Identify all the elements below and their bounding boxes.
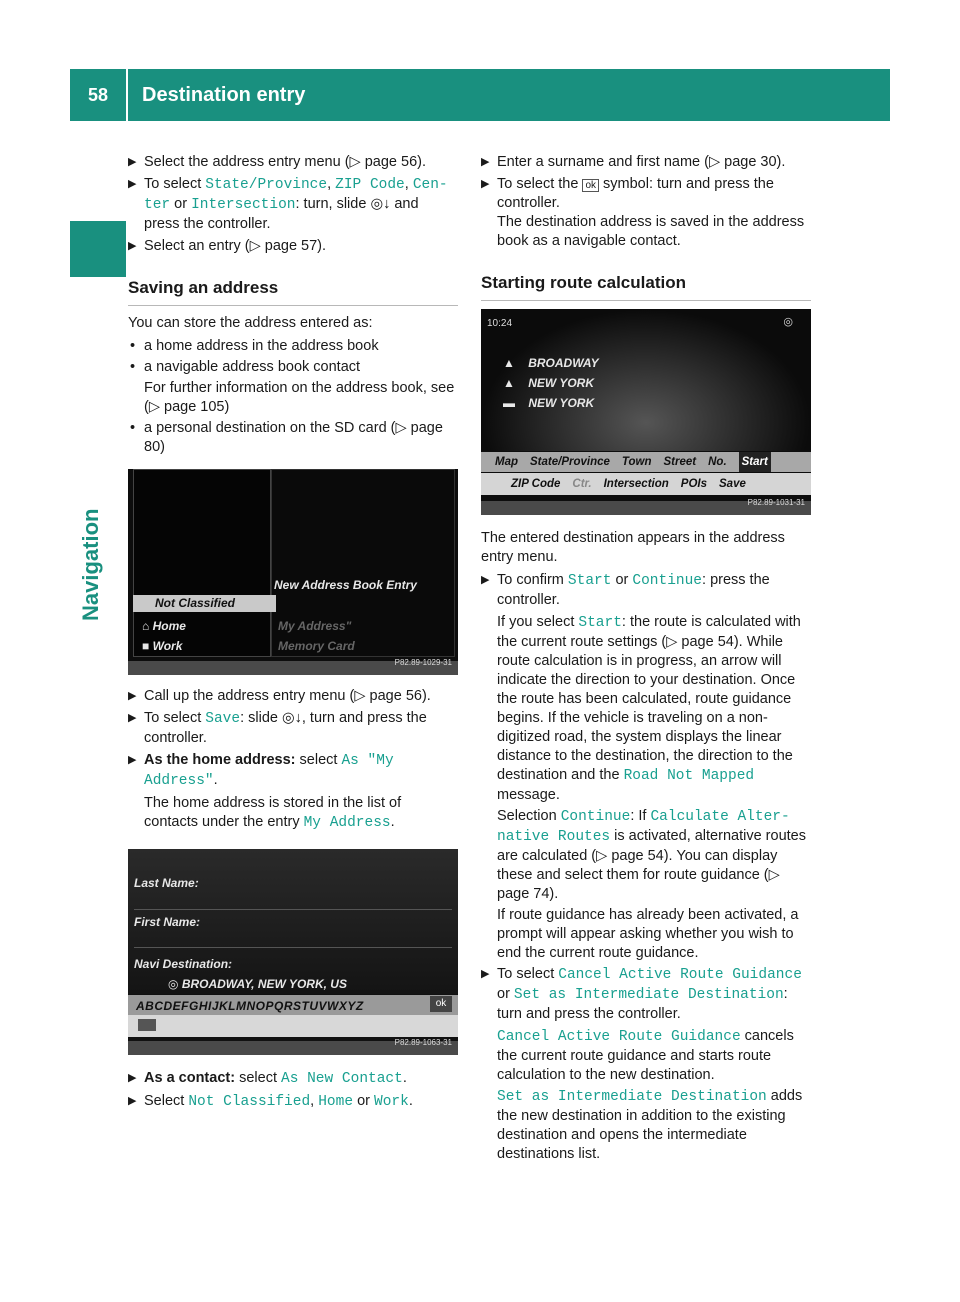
menu-zip-code[interactable]: ZIP Code bbox=[511, 478, 561, 490]
last-name-field[interactable] bbox=[134, 893, 452, 910]
sidebar bbox=[70, 121, 126, 1221]
sidebar-section-label: Navigation bbox=[78, 508, 103, 621]
address-row: ▬ NEW YORK bbox=[503, 396, 595, 410]
step-item: ▶ To select the ok symbol: turn and press the controller. The destination address is saved in the address book as a navigable contact. bbox=[481, 176, 805, 249]
step-item: ▶ To select Save: slide ◎↓, turn and press the controller. bbox=[128, 710, 427, 746]
navi-destination-label: Navi Destination: bbox=[134, 957, 233, 971]
menu-start[interactable]: Start bbox=[739, 452, 771, 472]
compass-icon: ◎ bbox=[783, 316, 793, 328]
address-row: ▲ BROADWAY bbox=[503, 356, 599, 370]
navi-destination-value: ◎ BROADWAY, NEW YORK, US bbox=[168, 977, 347, 991]
work-item[interactable]: ■ Work bbox=[142, 639, 183, 653]
clock: 10:24 bbox=[487, 318, 513, 329]
step-note: If route guidance has already been activated, a prompt will appear asking whether you wish to end the current route guidance. bbox=[497, 907, 799, 961]
home-item[interactable]: ⌂ Home bbox=[142, 619, 186, 633]
step-item: ▶ Select Not Classified, Home or Work. bbox=[128, 1093, 413, 1110]
bullet-note: For further information on the address book, see (▷ page 105) bbox=[144, 380, 455, 415]
step-item: ▶ Enter a surname and first name (▷ page 30). bbox=[481, 154, 786, 170]
ok-symbol-icon: ok bbox=[582, 179, 599, 192]
last-name-label: Last Name: bbox=[134, 876, 199, 890]
figure-reference: P82.89-1029-31 bbox=[394, 658, 452, 667]
bullet-item: • a home address in the address book bbox=[130, 338, 379, 354]
menu-map[interactable]: Map bbox=[495, 456, 518, 468]
page-number: 58 bbox=[87, 85, 109, 105]
menu-center: Ctr. bbox=[572, 478, 592, 490]
bullet-item: • a navigable address book contact bbox=[130, 359, 361, 375]
not-classified-item[interactable]: Not Classified bbox=[133, 595, 276, 612]
back-icon[interactable] bbox=[138, 1019, 156, 1031]
screenshot-new-contact bbox=[128, 849, 458, 1055]
menu-intersection[interactable]: Intersection bbox=[603, 478, 669, 490]
menu-town[interactable]: Town bbox=[621, 456, 652, 468]
step-item: ▶ As the home address: select As "My Address". bbox=[128, 752, 394, 789]
first-name-label: First Name: bbox=[134, 915, 201, 929]
step-item: ▶ To select Cancel Active Route Guidance or Set as Intermediate Destination: turn and press the controller. bbox=[481, 966, 802, 1022]
menu-save[interactable]: Save bbox=[719, 478, 746, 490]
figure-reference: P82.89-1031-31 bbox=[747, 498, 805, 507]
paragraph: The entered destination appears in the address entry menu. bbox=[481, 530, 785, 565]
step-item: ▶ Call up the address entry menu (▷ page 56). bbox=[128, 688, 431, 704]
step-item: ▶ Select the address entry menu (▷ page 56). bbox=[128, 154, 426, 170]
step-note: The home address is stored in the list of contacts under the entry My Address. bbox=[144, 795, 402, 831]
screenshot-address-book bbox=[128, 469, 458, 675]
menu-number[interactable]: No. bbox=[708, 456, 727, 468]
memory-card-item: Memory Card bbox=[278, 639, 355, 653]
menu-pois[interactable]: POIs bbox=[680, 478, 707, 490]
page-title: Destination entry bbox=[142, 84, 306, 106]
first-name-field[interactable] bbox=[134, 931, 452, 948]
right-column bbox=[481, 153, 811, 1166]
my-address-item: My Address" bbox=[278, 619, 352, 633]
step-item: ▶ To select State/Province, ZIP Code, Cen- ter or Intersection: turn, slide ◎↓ and press the controller. bbox=[128, 176, 448, 232]
menu-state-province[interactable]: State/Province bbox=[530, 456, 610, 468]
step-note: Set as Intermediate Destination adds the new destination in addition to the existing destination and opens the intermediate destinations list. bbox=[497, 1088, 803, 1162]
alphabet-speller[interactable]: ABCDEFGHIJKLMNOPQRSTUVWXYZ bbox=[136, 999, 364, 1013]
page-header bbox=[70, 69, 890, 121]
step-item: ▶ As a contact: select As New Contact. bbox=[128, 1070, 407, 1087]
header-divider bbox=[126, 69, 128, 121]
left-column bbox=[128, 153, 458, 1115]
menu-street[interactable]: Street bbox=[663, 456, 697, 468]
figure-reference: P82.89-1063-31 bbox=[394, 1038, 452, 1047]
sidebar-tab-block bbox=[70, 221, 126, 277]
section-heading: Starting route calculation bbox=[481, 273, 811, 301]
step-note: Selection Continue: If Calculate Alter-native Routes is activated, alternative routes are calculated (▷ page 54). You can display these and select them for route guidance (▷ page 74). bbox=[497, 808, 806, 902]
main-menu-bar bbox=[481, 452, 811, 472]
paragraph: You can store the address entered as: bbox=[128, 315, 373, 331]
step-item: ▶ To confirm Start or Continue: press the controller. bbox=[481, 572, 770, 608]
section-heading: Saving an address bbox=[128, 278, 458, 306]
step-note: Cancel Active Route Guidance cancels the current route guidance and starts route calculation to the new destination. bbox=[497, 1028, 794, 1083]
address-row: ▲ NEW YORK bbox=[503, 376, 595, 390]
step-note: If you select Start: the route is calculated with the current route settings (▷ page 54). While route calculation is in progress, an arrow will indicate the direction to your destination. Once the route has been calculated, route guidance begins. If the vehicle is traveling on a non-digitized road, the system displays the linear distance to the destination, the direction to the destination and the Road Not Mapped message. bbox=[497, 614, 801, 803]
ok-button[interactable]: ok bbox=[430, 996, 452, 1012]
secondary-menu-bar bbox=[481, 473, 811, 495]
screenshot-route-menu bbox=[481, 309, 811, 515]
step-item: ▶ Select an entry (▷ page 57). bbox=[128, 238, 327, 254]
new-entry-label: New Address Book Entry bbox=[274, 578, 417, 592]
bullet-item: • a personal destination on the SD card (▷ page 80) bbox=[130, 420, 443, 455]
